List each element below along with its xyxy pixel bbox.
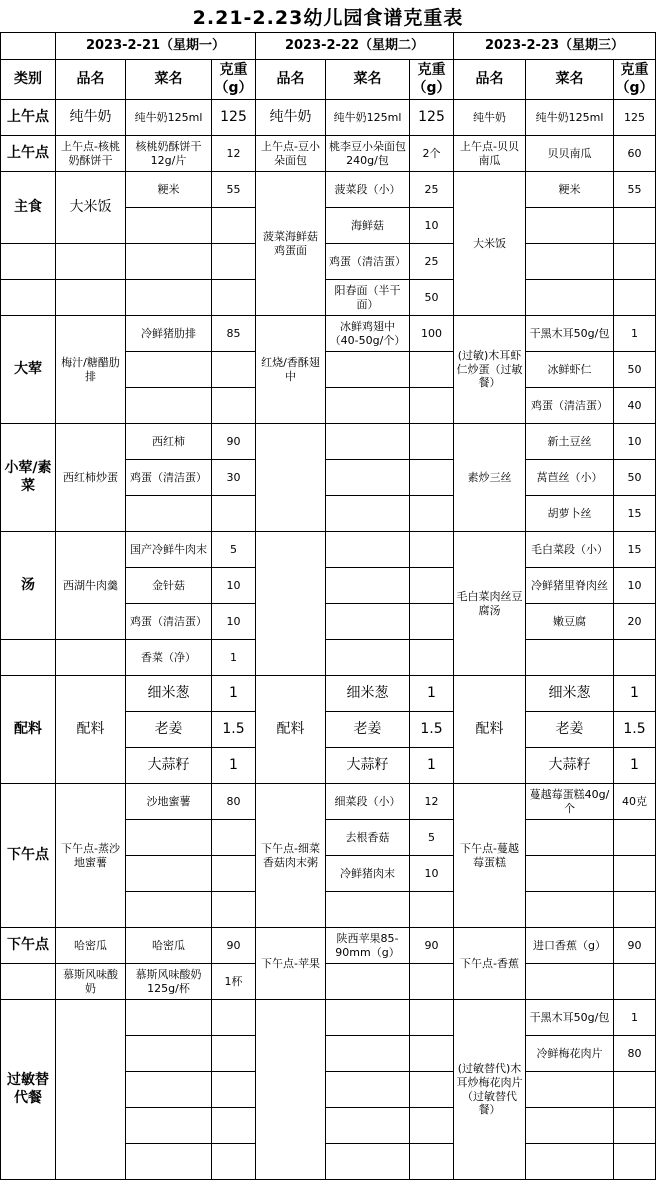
empty-cell	[526, 1072, 614, 1108]
category-morning-snack: 上午点	[0, 136, 56, 172]
tue-milk-item: 纯牛奶	[256, 100, 326, 136]
day-header-wed: 2023-2-23（星期三）	[454, 32, 656, 60]
mon-afternoon2-weight: 90	[212, 928, 256, 964]
empty-cell	[326, 1036, 410, 1072]
wed-snack-dish: 贝贝南瓜	[526, 136, 614, 172]
empty-cell	[614, 820, 656, 856]
empty-cell	[410, 532, 454, 568]
empty-cell	[614, 280, 656, 316]
wed-veg-weight-1: 10	[614, 424, 656, 460]
header-item-wed: 品名	[454, 60, 526, 100]
empty-cell	[326, 892, 410, 928]
day-header-tue: 2023-2-22（星期二）	[256, 32, 454, 60]
empty-cell	[212, 1036, 256, 1072]
mon-veg-item: 西红柿炒蛋	[56, 424, 126, 532]
tue-afternoon-weight-2: 5	[410, 820, 454, 856]
empty-cell	[526, 208, 614, 244]
mon-afternoon3-dish: 慕斯风味酸奶125g/杯	[126, 964, 212, 1000]
mon-milk-dish: 纯牛奶125ml	[126, 100, 212, 136]
mon-seasoning-weight-3: 1	[212, 748, 256, 784]
empty-cell	[410, 568, 454, 604]
mon-veg-dish-2: 鸡蛋（清洁蛋）	[126, 460, 212, 496]
empty-cell	[212, 1144, 256, 1180]
wed-veg-dish-2: 莴苣丝（小）	[526, 460, 614, 496]
category-staple: 主食	[0, 172, 56, 244]
empty-cell	[526, 892, 614, 928]
wed-seasoning-weight-1: 1	[614, 676, 656, 712]
empty-cell	[256, 424, 326, 532]
wed-veg-weight-3: 15	[614, 496, 656, 532]
empty-cell	[212, 496, 256, 532]
empty-cell	[526, 856, 614, 892]
empty-cell	[326, 352, 410, 388]
wed-meat-weight-2: 50	[614, 352, 656, 388]
empty-cell	[526, 640, 614, 676]
wed-soup-dish-3: 嫩豆腐	[526, 604, 614, 640]
tue-seasoning-item: 配料	[256, 676, 326, 784]
empty-cell	[410, 964, 454, 1000]
tue-staple-dish-1: 菠菜段（小）	[326, 172, 410, 208]
empty-cell	[410, 388, 454, 424]
mon-seasoning-item: 配料	[56, 676, 126, 784]
empty-cell	[410, 1036, 454, 1072]
mon-veg-weight-1: 90	[212, 424, 256, 460]
empty-cell	[526, 964, 614, 1000]
mon-seasoning-dish-1: 细米葱	[126, 676, 212, 712]
empty-cell	[614, 244, 656, 280]
empty-cell	[0, 964, 56, 1000]
wed-meat-dish-1: 干黑木耳50g/包	[526, 316, 614, 352]
mon-seasoning-weight-2: 1.5	[212, 712, 256, 748]
empty-cell	[326, 424, 410, 460]
empty-cell	[614, 892, 656, 928]
header-dish-mon: 菜名	[126, 60, 212, 100]
mon-seasoning-dish-3: 大蒜籽	[126, 748, 212, 784]
empty-cell	[410, 1108, 454, 1144]
empty-cell	[126, 892, 212, 928]
empty-cell	[410, 1072, 454, 1108]
empty-cell	[326, 1108, 410, 1144]
tue-meat-dish: 冰鲜鸡翅中（40-50g/个）	[326, 316, 410, 352]
tue-meat-weight: 100	[410, 316, 454, 352]
header-dish-wed: 菜名	[526, 60, 614, 100]
wed-afternoon2-dish: 进口香蕉（g）	[526, 928, 614, 964]
tue-staple-dish-2: 海鲜菇	[326, 208, 410, 244]
header-weight-mon: 克重（g）	[212, 60, 256, 100]
mon-veg-dish-1: 西红柿	[126, 424, 212, 460]
mon-afternoon-weight: 80	[212, 784, 256, 820]
mon-seasoning-weight-1: 1	[212, 676, 256, 712]
empty-cell	[256, 1000, 326, 1180]
wed-veg-dish-3: 胡萝卜丝	[526, 496, 614, 532]
wed-soup-weight-1: 15	[614, 532, 656, 568]
empty-cell	[410, 892, 454, 928]
empty-cell	[326, 388, 410, 424]
mon-afternoon-item: 下午点-蒸沙地蜜薯	[56, 784, 126, 928]
wed-snack-weight: 60	[614, 136, 656, 172]
empty-cell	[410, 640, 454, 676]
empty-cell	[126, 280, 212, 316]
empty-cell	[326, 460, 410, 496]
tue-staple-weight-3: 25	[410, 244, 454, 280]
wed-allergy-weight-2: 80	[614, 1036, 656, 1072]
mon-staple-dish: 粳米	[126, 172, 212, 208]
category-afternoon-2: 下午点	[0, 928, 56, 964]
empty-cell	[126, 1108, 212, 1144]
empty-cell	[212, 388, 256, 424]
empty-cell	[212, 208, 256, 244]
empty-cell	[126, 1144, 212, 1180]
tue-afternoon-weight-1: 12	[410, 784, 454, 820]
table-title: 2.21-2.23幼儿园食谱克重表	[192, 6, 464, 29]
wed-milk-dish: 纯牛奶125ml	[526, 100, 614, 136]
empty-cell	[526, 280, 614, 316]
mon-soup-weight-4: 1	[212, 640, 256, 676]
empty-cell	[326, 1144, 410, 1180]
tue-snack-weight: 2个	[410, 136, 454, 172]
wed-seasoning-weight-3: 1	[614, 748, 656, 784]
empty-cell	[56, 640, 126, 676]
tue-afternoon2-weight: 90	[410, 928, 454, 964]
header-category: 类别	[0, 60, 56, 100]
empty-cell	[326, 1072, 410, 1108]
empty-cell	[212, 1072, 256, 1108]
tue-seasoning-weight-3: 1	[410, 748, 454, 784]
category-veg: 小荤/素菜	[0, 424, 56, 532]
empty-cell	[326, 640, 410, 676]
empty-cell	[126, 352, 212, 388]
category-afternoon: 下午点	[0, 784, 56, 928]
empty-cell	[410, 352, 454, 388]
mon-snack-dish: 核桃奶酥饼干12g/片	[126, 136, 212, 172]
mon-afternoon3-item: 慕斯风味酸奶	[56, 964, 126, 1000]
tue-seasoning-dish-3: 大蒜籽	[326, 748, 410, 784]
wed-allergy-item: (过敏替代)木耳炒梅花肉片（过敏替代餐）	[454, 1000, 526, 1180]
empty-cell	[56, 1000, 126, 1180]
tue-staple-dish-3: 鸡蛋（清洁蛋）	[326, 244, 410, 280]
mon-soup-weight-2: 10	[212, 568, 256, 604]
tue-seasoning-weight-2: 1.5	[410, 712, 454, 748]
mon-meat-dish: 冷鲜猪肋排	[126, 316, 212, 352]
empty-cell	[256, 532, 326, 676]
wed-staple-dish: 粳米	[526, 172, 614, 208]
wed-allergy-dish-1: 干黑木耳50g/包	[526, 1000, 614, 1036]
tue-staple-weight-1: 25	[410, 172, 454, 208]
mon-staple-item: 大米饭	[56, 172, 126, 244]
category-main-meat: 大荤	[0, 316, 56, 424]
wed-meat-dish-3: 鸡蛋（清洁蛋）	[526, 388, 614, 424]
empty-cell	[126, 388, 212, 424]
empty-cell	[56, 280, 126, 316]
wed-afternoon2-item: 下午点-香蕉	[454, 928, 526, 1000]
empty-cell	[410, 424, 454, 460]
tue-staple-dish-4: 阳春面（半干面）	[326, 280, 410, 316]
empty-cell	[126, 208, 212, 244]
tue-staple-weight-2: 10	[410, 208, 454, 244]
empty-cell	[212, 280, 256, 316]
empty-cell	[326, 604, 410, 640]
mon-snack-item: 上午点-核桃奶酥饼干	[56, 136, 126, 172]
empty-cell	[410, 604, 454, 640]
empty-cell	[326, 964, 410, 1000]
tue-seasoning-dish-2: 老姜	[326, 712, 410, 748]
wed-milk-item: 纯牛奶	[454, 100, 526, 136]
mon-meat-weight: 85	[212, 316, 256, 352]
empty-cell	[212, 244, 256, 280]
wed-seasoning-dish-3: 大蒜籽	[526, 748, 614, 784]
wed-soup-weight-2: 10	[614, 568, 656, 604]
wed-meat-weight-3: 40	[614, 388, 656, 424]
mon-soup-dish-3: 鸡蛋（清洁蛋）	[126, 604, 212, 640]
tue-seasoning-dish-1: 细米葱	[326, 676, 410, 712]
mon-milk-weight: 125	[212, 100, 256, 136]
blank-corner	[0, 32, 56, 60]
tue-afternoon-dish-2: 去根香菇	[326, 820, 410, 856]
empty-cell	[212, 1108, 256, 1144]
mon-afternoon-dish: 沙地蜜薯	[126, 784, 212, 820]
mon-meat-item: 梅汁/糖醋肋排	[56, 316, 126, 424]
tue-afternoon-item: 下午点-细菜香菇肉末粥	[256, 784, 326, 928]
empty-cell	[614, 1144, 656, 1180]
empty-cell	[614, 1072, 656, 1108]
tue-snack-dish: 桃李豆小朵面包240g/包	[326, 136, 410, 172]
header-weight-wed: 克重（g）	[614, 60, 656, 100]
empty-cell	[526, 1108, 614, 1144]
tue-milk-weight: 125	[410, 100, 454, 136]
wed-snack-item: 上午点-贝贝南瓜	[454, 136, 526, 172]
tue-snack-item: 上午点-豆小朵面包	[256, 136, 326, 172]
wed-meat-item: (过敏)木耳虾仁炒蛋（过敏餐）	[454, 316, 526, 424]
tue-milk-dish: 纯牛奶125ml	[326, 100, 410, 136]
mon-staple-weight: 55	[212, 172, 256, 208]
empty-cell	[614, 640, 656, 676]
wed-veg-dish-1: 新土豆丝	[526, 424, 614, 460]
wed-staple-weight: 55	[614, 172, 656, 208]
empty-cell	[410, 1144, 454, 1180]
tue-meat-item: 红烧/香酥翅中	[256, 316, 326, 424]
empty-cell	[410, 1000, 454, 1036]
mon-afternoon3-weight: 1杯	[212, 964, 256, 1000]
wed-seasoning-weight-2: 1.5	[614, 712, 656, 748]
wed-veg-item: 素炒三丝	[454, 424, 526, 532]
empty-cell	[526, 244, 614, 280]
mon-soup-weight-1: 5	[212, 532, 256, 568]
wed-afternoon-item: 下午点-蔓越莓蛋糕	[454, 784, 526, 928]
mon-milk-item: 纯牛奶	[56, 100, 126, 136]
tue-afternoon2-item: 下午点-苹果	[256, 928, 326, 1000]
tue-afternoon-dish-1: 细菜段（小）	[326, 784, 410, 820]
wed-meat-weight-1: 1	[614, 316, 656, 352]
empty-cell	[126, 1000, 212, 1036]
empty-cell	[326, 568, 410, 604]
wed-seasoning-dish-1: 细米葱	[526, 676, 614, 712]
empty-cell	[614, 208, 656, 244]
tue-seasoning-weight-1: 1	[410, 676, 454, 712]
wed-meat-dish-2: 冰鲜虾仁	[526, 352, 614, 388]
empty-cell	[126, 1036, 212, 1072]
mon-soup-dish-2: 金针菇	[126, 568, 212, 604]
empty-cell	[326, 496, 410, 532]
empty-cell	[126, 1072, 212, 1108]
wed-staple-item: 大米饭	[454, 172, 526, 316]
mon-soup-dish-4: 香菜（净）	[126, 640, 212, 676]
empty-cell	[126, 820, 212, 856]
empty-cell	[212, 892, 256, 928]
empty-cell	[326, 532, 410, 568]
day-header-mon: 2023-2-21（星期一）	[56, 32, 256, 60]
empty-cell	[212, 1000, 256, 1036]
category-seasoning: 配料	[0, 676, 56, 784]
tue-afternoon-dish-3: 冷鲜猪肉末	[326, 856, 410, 892]
empty-cell	[614, 856, 656, 892]
wed-afternoon-weight: 40克	[614, 784, 656, 820]
header-dish-tue: 菜名	[326, 60, 410, 100]
empty-cell	[0, 244, 56, 280]
empty-cell	[126, 496, 212, 532]
category-allergy: 过敏替代餐	[0, 1000, 56, 1180]
wed-seasoning-item: 配料	[454, 676, 526, 784]
empty-cell	[126, 856, 212, 892]
empty-cell	[614, 1108, 656, 1144]
mon-soup-weight-3: 10	[212, 604, 256, 640]
wed-soup-dish-2: 冷鲜猪里脊肉丝	[526, 568, 614, 604]
empty-cell	[56, 244, 126, 280]
empty-cell	[212, 352, 256, 388]
empty-cell	[410, 496, 454, 532]
empty-cell	[126, 244, 212, 280]
wed-soup-item: 毛白菜肉丝豆腐汤	[454, 532, 526, 676]
mon-veg-weight-2: 30	[212, 460, 256, 496]
mon-soup-dish-1: 国产冷鲜牛肉末	[126, 532, 212, 568]
empty-cell	[212, 820, 256, 856]
empty-cell	[212, 856, 256, 892]
mon-soup-item: 西湖牛肉羹	[56, 532, 126, 640]
empty-cell	[526, 1144, 614, 1180]
mon-afternoon2-dish: 哈密瓜	[126, 928, 212, 964]
wed-veg-weight-2: 50	[614, 460, 656, 496]
header-item-mon: 品名	[56, 60, 126, 100]
header-item-tue: 品名	[256, 60, 326, 100]
wed-allergy-dish-2: 冷鲜梅花肉片	[526, 1036, 614, 1072]
category-soup: 汤	[0, 532, 56, 640]
wed-afternoon-dish: 蔓越莓蛋糕40g/个	[526, 784, 614, 820]
tue-afternoon-weight-3: 10	[410, 856, 454, 892]
wed-soup-weight-3: 20	[614, 604, 656, 640]
category-morning-milk: 上午点	[0, 100, 56, 136]
wed-afternoon2-weight: 90	[614, 928, 656, 964]
empty-cell	[326, 1000, 410, 1036]
wed-seasoning-dish-2: 老姜	[526, 712, 614, 748]
empty-cell	[526, 820, 614, 856]
mon-afternoon2-item: 哈密瓜	[56, 928, 126, 964]
empty-cell	[0, 640, 56, 676]
mon-snack-weight: 12	[212, 136, 256, 172]
mon-seasoning-dish-2: 老姜	[126, 712, 212, 748]
empty-cell	[0, 280, 56, 316]
wed-allergy-weight-1: 1	[614, 1000, 656, 1036]
empty-cell	[614, 964, 656, 1000]
tue-staple-weight-4: 50	[410, 280, 454, 316]
header-weight-tue: 克重（g）	[410, 60, 454, 100]
wed-soup-dish-1: 毛白菜段（小）	[526, 532, 614, 568]
empty-cell	[410, 460, 454, 496]
tue-staple-item: 菠菜海鲜菇鸡蛋面	[256, 172, 326, 316]
tue-afternoon2-dish: 陕西苹果85-90mm（g）	[326, 928, 410, 964]
wed-milk-weight: 125	[614, 100, 656, 136]
